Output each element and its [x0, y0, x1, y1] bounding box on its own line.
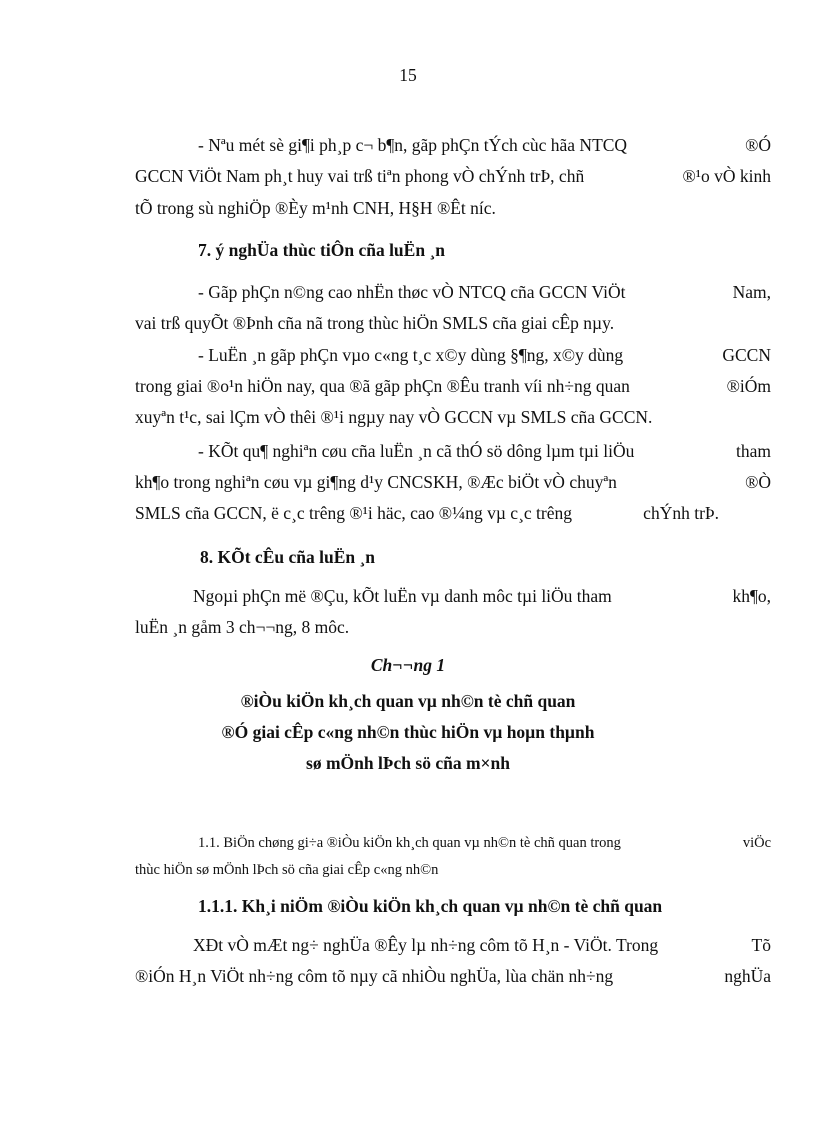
- section-7-para1-line2: vai trß quyÕt ®Þnh cña nã trong thùc hiÖn SMLS cña giai cÊp nµy.: [135, 313, 615, 333]
- section-7-para2-line3: xuyªn t¹c, sai lÇm vÒ thêi ®¹i ngµy nay vÒ GCCN vµ SMLS cña GCCN.: [135, 407, 653, 427]
- intro-line-3: tÕ trong sù nghiÖp ®Èy m¹nh CNH, H§H ®Êt níc.: [135, 198, 496, 218]
- intro-line-2: GCCN ViÖt Nam ph¸t huy vai trß tiªn phong vÒ chÝnh trÞ, chñ ®¹o vÒ kinh: [135, 166, 771, 186]
- intro-line-1: - Nªu mét sè gi¶i ph¸p c¬ b¶n, gãp phÇn tÝch cùc hãa NTCQ ®Ó: [198, 135, 771, 155]
- page-number: 15: [399, 65, 417, 85]
- section-7-para3-line2: kh¶o trong nghiªn cøu vµ gi¶ng d¹y CNCSKH, ®Æc biÖt vÒ chuyªn ®Ò: [135, 472, 771, 492]
- section-7-para3-line3: SMLS cña GCCN, ë c¸c trêng ®¹i häc, cao ®¼ng vµ c¸c trêng chÝnh trÞ.: [135, 503, 719, 523]
- section-7-para2-line1: - LuËn ¸n gãp phÇn vµo c«ng t¸c x©y dùng §¶ng, x©y dùng GCCN: [198, 345, 771, 365]
- chapter-title-line-1: ®iÒu kiÖn kh¸ch quan vµ nh©n tè chñ quan: [240, 691, 576, 711]
- section-7-para2-line2: trong giai ®o¹n hiÖn nay, qua ®ã gãp phÇn ®Êu tranh víi nh÷ng quan ®iÓm: [135, 376, 771, 396]
- section-7-para3-line1: - KÕt qu¶ nghiªn cøu cña luËn ¸n cã thÓ sö dông lµm tµi liÖu tham: [198, 441, 771, 461]
- section-7-para1-line1: - Gãp phÇn n©ng cao nhËn thøc vÒ NTCQ cña GCCN ViÖt Nam,: [198, 282, 771, 302]
- subsection-1-1-1-heading: 1.1.1. Kh¸i niÖm ®iÒu kiÖn kh¸ch quan vµ nh©n tè chñ quan: [198, 896, 663, 916]
- section-8-line2: luËn ¸n gåm 3 ch¬¬ng, 8 môc.: [135, 617, 350, 637]
- subsection-1-1-line2: thùc hiÖn sø mÖnh lÞch sö cña giai cÊp c«ng nh©n: [135, 862, 439, 878]
- chapter-label: Ch¬¬ng 1: [370, 655, 446, 675]
- chapter-title-line-3: sø mÖnh lÞch sö cña m×nh: [306, 753, 510, 773]
- section-8-heading: 8. KÕt cÊu cña luËn ¸n: [200, 547, 376, 567]
- section-8-line1: Ngoµi phÇn më ®Çu, kÕt luËn vµ danh môc tµi liÖu tham kh¶o,: [193, 586, 771, 606]
- subsection-1-1-1-line1: XÐt vÒ mÆt ng÷ nghÜa ®Êy lµ nh÷ng côm tõ H¸n - ViÖt. Trong Tõ: [193, 935, 771, 955]
- section-7-heading: 7. ý nghÜa thùc tiÔn cña luËn ¸n: [198, 240, 446, 260]
- subsection-1-1-1-line2: ®iÓn H¸n ViÖt nh÷ng côm tõ nµy cã nhiÒu nghÜa, lùa chän nh÷ng nghÜa: [135, 966, 771, 986]
- subsection-1-1-line1: 1.1. BiÖn chøng gi÷a ®iÒu kiÖn kh¸ch quan vµ nh©n tè chñ quan trong viÖc: [198, 835, 771, 851]
- chapter-title-line-2: ®Ó giai cÊp c«ng nh©n thùc hiÖn vµ hoµn thµnh: [221, 722, 595, 742]
